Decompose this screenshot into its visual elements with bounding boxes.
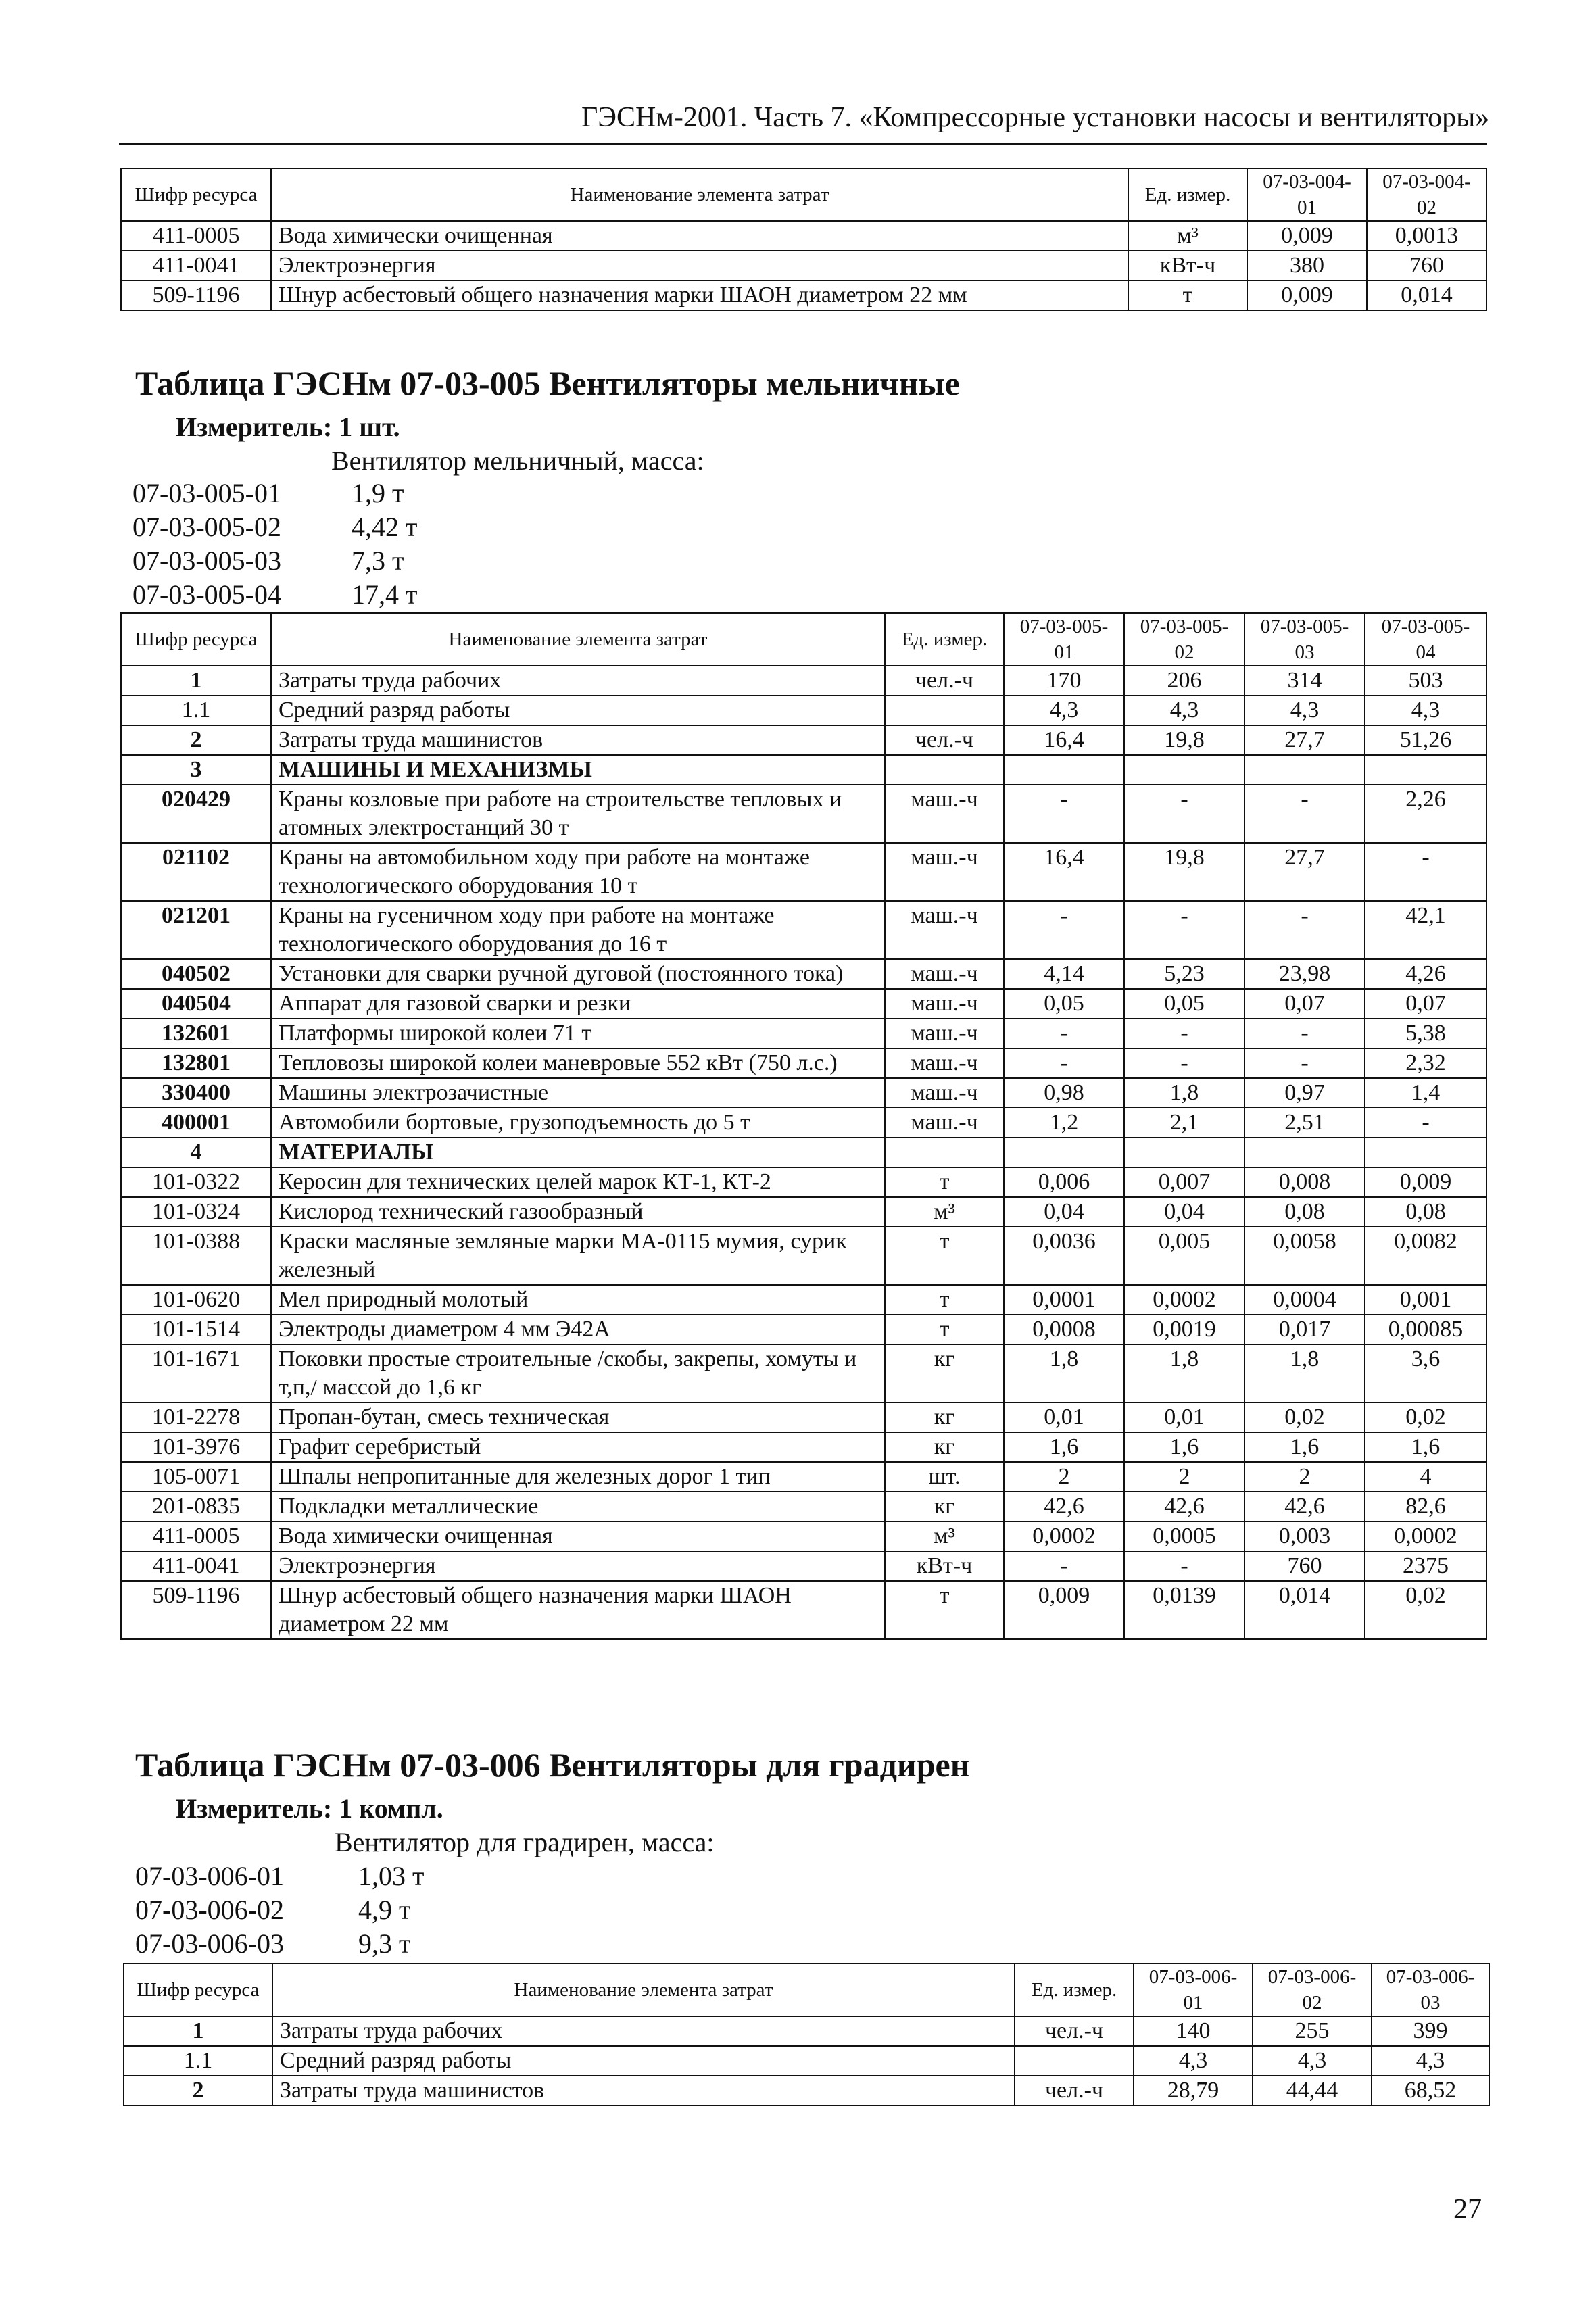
cell-value: 0,009 — [1247, 221, 1367, 251]
table-row — [121, 281, 1486, 310]
cell-value: 42,6 — [1004, 1492, 1124, 1521]
cell-value: 27,7 — [1244, 843, 1365, 901]
cell-name: Графит серебристый — [271, 1432, 885, 1462]
cell-unit — [885, 696, 1004, 725]
section-meter: Измеритель: 1 шт. — [176, 412, 400, 442]
cell-value: 4,3 — [1244, 696, 1365, 725]
cell-name: Электроды диаметром 4 мм Э42А — [271, 1315, 885, 1344]
cell-name: Краны козловые при работе на строительстве тепловых и атомных электростанций 30 т — [271, 785, 885, 843]
cell-code: 101-2278 — [121, 1403, 271, 1432]
col-header-name: Наименование элемента затрат — [271, 613, 885, 666]
cell-value: 82,6 — [1365, 1492, 1486, 1521]
table-row — [121, 666, 1486, 696]
cell-value: - — [1004, 1551, 1124, 1581]
cell-value: 0,006 — [1004, 1167, 1124, 1197]
cell-value: - — [1244, 1048, 1365, 1078]
cell-name: Вода химически очищенная — [271, 221, 1128, 251]
cell-name: Автомобили бортовые, грузоподъемность до 5 т — [271, 1108, 885, 1138]
cell-value: 0,04 — [1124, 1197, 1244, 1227]
cell-name: Платформы широкой колеи 71 т — [271, 1019, 885, 1048]
cell-value: 0,04 — [1004, 1197, 1124, 1227]
col-header-unit: Ед. измер. — [1015, 1964, 1134, 2016]
cell-value: 0,05 — [1124, 989, 1244, 1019]
cell-value — [1124, 1138, 1244, 1167]
cell-unit: маш.-ч — [885, 989, 1004, 1019]
cell-unit: кг — [885, 1492, 1004, 1521]
cell-value: 0,02 — [1365, 1403, 1486, 1432]
cell-value: 2,51 — [1244, 1108, 1365, 1138]
cell-name: Шнур асбестовый общего назначения марки ШАОН диаметром 22 мм — [271, 1581, 885, 1639]
cell-unit: кВт-ч — [1128, 251, 1247, 281]
cell-value: - — [1124, 1048, 1244, 1078]
col-header-value: 07-03-004-01 — [1247, 168, 1367, 221]
section-title: Таблица ГЭСНм 07-03-005 Вентиляторы мельничные — [135, 364, 960, 402]
cell-code: 411-0005 — [121, 221, 271, 251]
cell-value — [1365, 1138, 1486, 1167]
cell-name: Поковки простые строительные /скобы, закрепы, хомуты и т,п,/ массой до 1,6 кг — [271, 1344, 885, 1403]
cell-unit: маш.-ч — [885, 959, 1004, 989]
cell-value: 42,6 — [1124, 1492, 1244, 1521]
cell-value: 0,009 — [1004, 1581, 1124, 1639]
cell-value: 170 — [1004, 666, 1124, 696]
item-code: 07-03-006-01 — [135, 1861, 284, 1891]
cell-value: 23,98 — [1244, 959, 1365, 989]
col-header-value: 07-03-004-02 — [1367, 168, 1486, 221]
cell-value: 1,8 — [1124, 1078, 1244, 1108]
item-code: 07-03-005-04 — [132, 579, 281, 610]
cell-code: 1 — [124, 2016, 272, 2046]
cell-value: 4,3 — [1365, 696, 1486, 725]
table-row — [121, 1492, 1486, 1521]
section-description: Вентилятор для градирен, масса: — [335, 1827, 715, 1857]
cell-unit: т — [885, 1285, 1004, 1315]
cell-value: - — [1365, 843, 1486, 901]
table-row — [124, 2016, 1489, 2046]
cell-name: Машины электрозачистные — [271, 1078, 885, 1108]
col-header-unit: Ед. измер. — [1128, 168, 1247, 221]
cell-code: 1.1 — [124, 2046, 272, 2076]
cell-value: 3,6 — [1365, 1344, 1486, 1403]
cell-value: 0,009 — [1365, 1167, 1486, 1197]
cell-code: 2 — [121, 725, 271, 755]
cell-value: 0,005 — [1124, 1227, 1244, 1285]
cell-value: 4,14 — [1004, 959, 1124, 989]
cell-unit: кг — [885, 1432, 1004, 1462]
cell-value: 0,0008 — [1004, 1315, 1124, 1344]
table-row — [121, 901, 1486, 959]
table-row — [121, 1521, 1486, 1551]
cell-unit: т — [1128, 281, 1247, 310]
cell-code: 101-0388 — [121, 1227, 271, 1285]
cell-name: Затраты труда машинистов — [271, 725, 885, 755]
item-code: 07-03-006-03 — [135, 1928, 284, 1959]
cell-value: 0,0019 — [1124, 1315, 1244, 1344]
cell-unit: т — [885, 1227, 1004, 1285]
item-mass: 1,9 т — [352, 478, 404, 508]
cell-value: 206 — [1124, 666, 1244, 696]
table-row — [121, 1197, 1486, 1227]
cell-value: 2,1 — [1124, 1108, 1244, 1138]
cell-unit: кВт-ч — [885, 1551, 1004, 1581]
table-row — [121, 1551, 1486, 1581]
cell-value: 0,001 — [1365, 1285, 1486, 1315]
cell-value: - — [1004, 1019, 1124, 1048]
cell-code: 105-0071 — [121, 1462, 271, 1492]
cell-unit: маш.-ч — [885, 1078, 1004, 1108]
cell-value: 1,6 — [1004, 1432, 1124, 1462]
cell-name: Краны на гусеничном ходу при работе на монтаже технологического оборудования до 16 т — [271, 901, 885, 959]
cell-value: 0,08 — [1244, 1197, 1365, 1227]
cell-name: Мел природный молотый — [271, 1285, 885, 1315]
table-row — [121, 1108, 1486, 1138]
cell-value: - — [1124, 1551, 1244, 1581]
col-header-value: 07-03-006-02 — [1253, 1964, 1372, 2016]
cell-value: 503 — [1365, 666, 1486, 696]
table-row — [124, 2046, 1489, 2076]
table-row — [121, 1138, 1486, 1167]
cell-code: 101-0324 — [121, 1197, 271, 1227]
cell-value: - — [1004, 901, 1124, 959]
cell-value: 0,0082 — [1365, 1227, 1486, 1285]
cell-value: 0,0004 — [1244, 1285, 1365, 1315]
cell-unit: кг — [885, 1344, 1004, 1403]
cell-unit: шт. — [885, 1462, 1004, 1492]
cell-value: 0,07 — [1244, 989, 1365, 1019]
cell-value: 1,8 — [1004, 1344, 1124, 1403]
section-meter: Измеритель: 1 компл. — [176, 1793, 443, 1824]
cell-value: 0,014 — [1367, 281, 1486, 310]
col-header-name: Наименование элемента затрат — [272, 1964, 1015, 2016]
col-header-value: 07-03-005-03 — [1244, 613, 1365, 666]
table-row — [121, 1315, 1486, 1344]
cell-name: Затраты труда машинистов — [272, 2076, 1015, 2105]
col-header-code: Шифр ресурса — [124, 1964, 272, 2016]
cell-name: Краски масляные земляные марки МА-0115 мумия, сурик железный — [271, 1227, 885, 1285]
cell-value: - — [1004, 785, 1124, 843]
cell-value: 140 — [1134, 2016, 1253, 2046]
table-07-03-005 — [120, 612, 1487, 1640]
cell-value — [1004, 1138, 1124, 1167]
cell-value: 0,02 — [1244, 1403, 1365, 1432]
table-row — [121, 785, 1486, 843]
cell-value: 4,3 — [1253, 2046, 1372, 2076]
cell-value: 2,26 — [1365, 785, 1486, 843]
cell-value: 0,017 — [1244, 1315, 1365, 1344]
item-code: 07-03-005-03 — [132, 545, 281, 576]
cell-name: Краны на автомобильном ходу при работе на монтаже технологического оборудования 10 т — [271, 843, 885, 901]
cell-code: 040504 — [121, 989, 271, 1019]
cell-unit: т — [885, 1315, 1004, 1344]
cell-code: 132801 — [121, 1048, 271, 1078]
cell-value: 4,26 — [1365, 959, 1486, 989]
table-row — [121, 1285, 1486, 1315]
cell-code: 101-1514 — [121, 1315, 271, 1344]
cell-value: 51,26 — [1365, 725, 1486, 755]
cell-value: - — [1004, 1048, 1124, 1078]
col-header-code: Шифр ресурса — [121, 168, 271, 221]
cell-unit: м³ — [885, 1197, 1004, 1227]
cell-code: 2 — [124, 2076, 272, 2105]
cell-code: 201-0835 — [121, 1492, 271, 1521]
item-mass: 17,4 т — [352, 579, 418, 610]
table-row — [121, 251, 1486, 281]
cell-code: 411-0041 — [121, 1551, 271, 1581]
cell-value: 1,6 — [1365, 1432, 1486, 1462]
cell-value: 5,38 — [1365, 1019, 1486, 1048]
cell-value: 2,32 — [1365, 1048, 1486, 1078]
cell-value: 1,6 — [1244, 1432, 1365, 1462]
col-header-value: 07-03-006-01 — [1134, 1964, 1253, 2016]
cell-value — [1244, 1138, 1365, 1167]
table-row — [121, 725, 1486, 755]
cell-code: 411-0041 — [121, 251, 271, 281]
cell-unit: т — [885, 1581, 1004, 1639]
cell-unit: маш.-ч — [885, 843, 1004, 901]
cell-code: 021102 — [121, 843, 271, 901]
page-number: 27 — [1453, 2194, 1482, 2225]
table-row — [121, 1019, 1486, 1048]
cell-value: 314 — [1244, 666, 1365, 696]
cell-value: 0,0005 — [1124, 1521, 1244, 1551]
cell-name: Подкладки металлические — [271, 1492, 885, 1521]
cell-value — [1244, 755, 1365, 785]
cell-code: 3 — [121, 755, 271, 785]
cell-value: - — [1244, 785, 1365, 843]
cell-unit: чел.-ч — [885, 725, 1004, 755]
cell-value: 42,6 — [1244, 1492, 1365, 1521]
cell-code: 132601 — [121, 1019, 271, 1048]
table-row — [121, 755, 1486, 785]
cell-unit: чел.-ч — [885, 666, 1004, 696]
cell-value — [1365, 755, 1486, 785]
cell-name: Кислород технический газообразный — [271, 1197, 885, 1227]
cell-value — [1004, 755, 1124, 785]
table-row — [121, 1462, 1486, 1492]
cell-name: Шпалы непропитанные для железных дорог 1 тип — [271, 1462, 885, 1492]
cell-code: 101-0322 — [121, 1167, 271, 1197]
cell-name: Шнур асбестовый общего назначения марки ШАОН диаметром 22 мм — [271, 281, 1128, 310]
table-row — [121, 1581, 1486, 1639]
cell-name: Затраты труда рабочих — [271, 666, 885, 696]
running-header: ГЭСНм-2001. Часть 7. «Компрессорные установки насосы и вентиляторы» — [581, 102, 1490, 133]
cell-value: 1,8 — [1244, 1344, 1365, 1403]
section-title: Таблица ГЭСНм 07-03-006 Вентиляторы для градирен — [135, 1746, 970, 1784]
cell-value: 0,05 — [1004, 989, 1124, 1019]
cell-value: 0,007 — [1124, 1167, 1244, 1197]
cell-value: 27,7 — [1244, 725, 1365, 755]
table-row — [121, 1167, 1486, 1197]
cell-unit — [885, 1138, 1004, 1167]
table-row — [121, 696, 1486, 725]
cell-unit: м³ — [885, 1521, 1004, 1551]
cell-name: Затраты труда рабочих — [272, 2016, 1015, 2046]
col-header-value: 07-03-005-01 — [1004, 613, 1124, 666]
item-code: 07-03-005-02 — [132, 512, 281, 542]
cell-value: 68,52 — [1372, 2076, 1489, 2105]
cell-unit: маш.-ч — [885, 785, 1004, 843]
cell-code: 101-1671 — [121, 1344, 271, 1403]
col-header-unit: Ед. измер. — [885, 613, 1004, 666]
section-description: Вентилятор мельничный, масса: — [331, 445, 704, 476]
cell-value: 0,02 — [1365, 1581, 1486, 1639]
col-header-name: Наименование элемента затрат — [271, 168, 1128, 221]
cell-code: 040502 — [121, 959, 271, 989]
cell-value: - — [1124, 1019, 1244, 1048]
cell-name: Тепловозы широкой колеи маневровые 552 кВт (750 л.с.) — [271, 1048, 885, 1078]
cell-value: 5,23 — [1124, 959, 1244, 989]
cell-value: 0,008 — [1244, 1167, 1365, 1197]
cell-value: 0,08 — [1365, 1197, 1486, 1227]
item-mass: 4,42 т — [352, 512, 418, 542]
cell-value: 0,00085 — [1365, 1315, 1486, 1344]
cell-value: - — [1244, 901, 1365, 959]
cell-name: МАТЕРИАЛЫ — [271, 1138, 885, 1167]
cell-value: 4,3 — [1372, 2046, 1489, 2076]
cell-value: 28,79 — [1134, 2076, 1253, 2105]
cell-value: 42,1 — [1365, 901, 1486, 959]
cell-name: Электроэнергия — [271, 1551, 885, 1581]
col-header-code: Шифр ресурса — [121, 613, 271, 666]
cell-unit: чел.-ч — [1015, 2076, 1134, 2105]
cell-name: Средний разряд работы — [271, 696, 885, 725]
cell-value: 0,0058 — [1244, 1227, 1365, 1285]
cell-value: 2375 — [1365, 1551, 1486, 1581]
item-code: 07-03-006-02 — [135, 1895, 284, 1925]
cell-value: 0,0001 — [1004, 1285, 1124, 1315]
cell-code: 330400 — [121, 1078, 271, 1108]
cell-code: 509-1196 — [121, 281, 271, 310]
cell-value: - — [1124, 901, 1244, 959]
cell-value: 399 — [1372, 2016, 1489, 2046]
cell-code: 101-0620 — [121, 1285, 271, 1315]
col-header-value: 07-03-006-03 — [1372, 1964, 1489, 2016]
cell-value: 0,014 — [1244, 1581, 1365, 1639]
cell-value: 380 — [1247, 251, 1367, 281]
table-row — [121, 1227, 1486, 1285]
col-header-value: 07-03-005-04 — [1365, 613, 1486, 666]
cell-name: МАШИНЫ И МЕХАНИЗМЫ — [271, 755, 885, 785]
cell-unit: маш.-ч — [885, 1048, 1004, 1078]
cell-unit: чел.-ч — [1015, 2016, 1134, 2046]
cell-value: 1,2 — [1004, 1108, 1124, 1138]
cell-name: Керосин для технических целей марок КТ-1, КТ-2 — [271, 1167, 885, 1197]
cell-value: - — [1244, 1019, 1365, 1048]
cell-value: 0,0013 — [1367, 221, 1486, 251]
cell-name: Аппарат для газовой сварки и резки — [271, 989, 885, 1019]
cell-unit: маш.-ч — [885, 1108, 1004, 1138]
cell-value: 4,3 — [1134, 2046, 1253, 2076]
cell-value: 19,8 — [1124, 843, 1244, 901]
table-row — [121, 1078, 1486, 1108]
table-row — [121, 1048, 1486, 1078]
item-mass: 9,3 т — [358, 1928, 411, 1959]
item-mass: 4,9 т — [358, 1895, 411, 1925]
cell-value: 0,0036 — [1004, 1227, 1124, 1285]
table-row — [121, 1432, 1486, 1462]
cell-value: 2 — [1004, 1462, 1124, 1492]
table-row — [121, 989, 1486, 1019]
cell-code: 411-0005 — [121, 1521, 271, 1551]
cell-value: 255 — [1253, 2016, 1372, 2046]
cell-value: 0,003 — [1244, 1521, 1365, 1551]
item-code: 07-03-005-01 — [132, 478, 281, 508]
cell-name: Электроэнергия — [271, 251, 1128, 281]
cell-code: 1.1 — [121, 696, 271, 725]
table-row — [121, 959, 1486, 989]
cell-name: Пропан-бутан, смесь техническая — [271, 1403, 885, 1432]
cell-code: 4 — [121, 1138, 271, 1167]
cell-code: 509-1196 — [121, 1581, 271, 1639]
cell-value: - — [1124, 785, 1244, 843]
cell-value: 44,44 — [1253, 2076, 1372, 2105]
cell-name: Установки для сварки ручной дуговой (постоянного тока) — [271, 959, 885, 989]
cell-value: 0,0002 — [1124, 1285, 1244, 1315]
cell-value: 2 — [1244, 1462, 1365, 1492]
cell-value: 19,8 — [1124, 725, 1244, 755]
cell-unit: м³ — [1128, 221, 1247, 251]
cell-value: 760 — [1367, 251, 1486, 281]
cell-value: 16,4 — [1004, 725, 1124, 755]
cell-value: 4 — [1365, 1462, 1486, 1492]
item-mass: 1,03 т — [358, 1861, 425, 1891]
col-header-value: 07-03-005-02 — [1124, 613, 1244, 666]
cell-unit: маш.-ч — [885, 901, 1004, 959]
cell-value — [1124, 755, 1244, 785]
table-row — [121, 1344, 1486, 1403]
cell-unit — [1015, 2046, 1134, 2076]
cell-value: 0,0002 — [1004, 1521, 1124, 1551]
table-row — [121, 221, 1486, 251]
cell-value: 760 — [1244, 1551, 1365, 1581]
table-row — [121, 843, 1486, 901]
cell-value: 0,01 — [1004, 1403, 1124, 1432]
cell-code: 020429 — [121, 785, 271, 843]
table-07-03-006 — [123, 1963, 1490, 2106]
cell-code: 400001 — [121, 1108, 271, 1138]
cell-value: 1,4 — [1365, 1078, 1486, 1108]
table-07-03-004-tail — [120, 168, 1487, 311]
cell-unit: маш.-ч — [885, 1019, 1004, 1048]
cell-value: 1,6 — [1124, 1432, 1244, 1462]
cell-value: - — [1365, 1108, 1486, 1138]
cell-value: 0,97 — [1244, 1078, 1365, 1108]
cell-code: 101-3976 — [121, 1432, 271, 1462]
cell-value: 4,3 — [1004, 696, 1124, 725]
table-row — [124, 2076, 1489, 2105]
cell-name: Средний разряд работы — [272, 2046, 1015, 2076]
cell-code: 1 — [121, 666, 271, 696]
cell-value: 0,01 — [1124, 1403, 1244, 1432]
cell-unit: кг — [885, 1403, 1004, 1432]
cell-value: 0,009 — [1247, 281, 1367, 310]
cell-code: 021201 — [121, 901, 271, 959]
table-row — [121, 1403, 1486, 1432]
cell-value: 16,4 — [1004, 843, 1124, 901]
cell-value: 2 — [1124, 1462, 1244, 1492]
cell-value: 0,0002 — [1365, 1521, 1486, 1551]
cell-value: 0,0139 — [1124, 1581, 1244, 1639]
cell-value: 0,07 — [1365, 989, 1486, 1019]
cell-unit — [885, 755, 1004, 785]
cell-value: 1,8 — [1124, 1344, 1244, 1403]
item-mass: 7,3 т — [352, 545, 404, 576]
cell-value: 4,3 — [1124, 696, 1244, 725]
cell-value: 0,98 — [1004, 1078, 1124, 1108]
cell-unit: т — [885, 1167, 1004, 1197]
cell-name: Вода химически очищенная — [271, 1521, 885, 1551]
header-rule — [119, 143, 1487, 145]
